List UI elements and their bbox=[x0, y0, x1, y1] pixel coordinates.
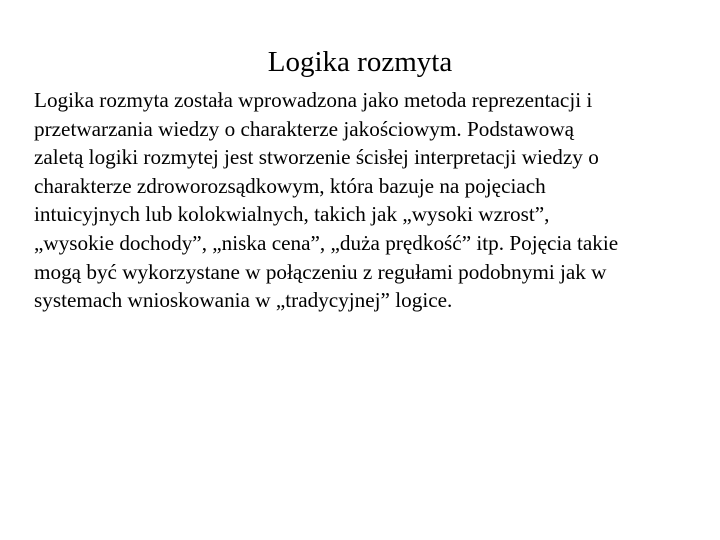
body-line-8: systemach wnioskowania w „tradycyjnej” logice. bbox=[34, 288, 453, 313]
slide-title bbox=[0, 44, 720, 80]
slide-body-paragraph bbox=[34, 86, 694, 315]
slide-title-text: Logika rozmyta bbox=[267, 46, 453, 78]
body-line-2: przetwarzania wiedzy o charakterze jakościowym. Podstawową bbox=[34, 116, 575, 141]
body-line-6: „wysokie dochody”, „niska cena”, „duża prędkość” itp. Pojęcia takie bbox=[34, 230, 619, 255]
body-line-5: intuicyjnych lub kolokwialnych, takich jak „wysoki wzrost”, bbox=[34, 202, 550, 227]
body-line-3: zaletą logiki rozmytej jest stworzenie ścisłej interpretacji wiedzy o bbox=[34, 145, 599, 170]
body-line-7: mogą być wykorzystane w połączeniu z regułami podobnymi jak w bbox=[34, 259, 607, 284]
body-line-4: charakterze zdroworozsądkowym, która bazuje na pojęciach bbox=[34, 173, 546, 198]
body-line-1: Logika rozmyta została wprowadzona jako metoda reprezentacji i bbox=[34, 88, 593, 112]
